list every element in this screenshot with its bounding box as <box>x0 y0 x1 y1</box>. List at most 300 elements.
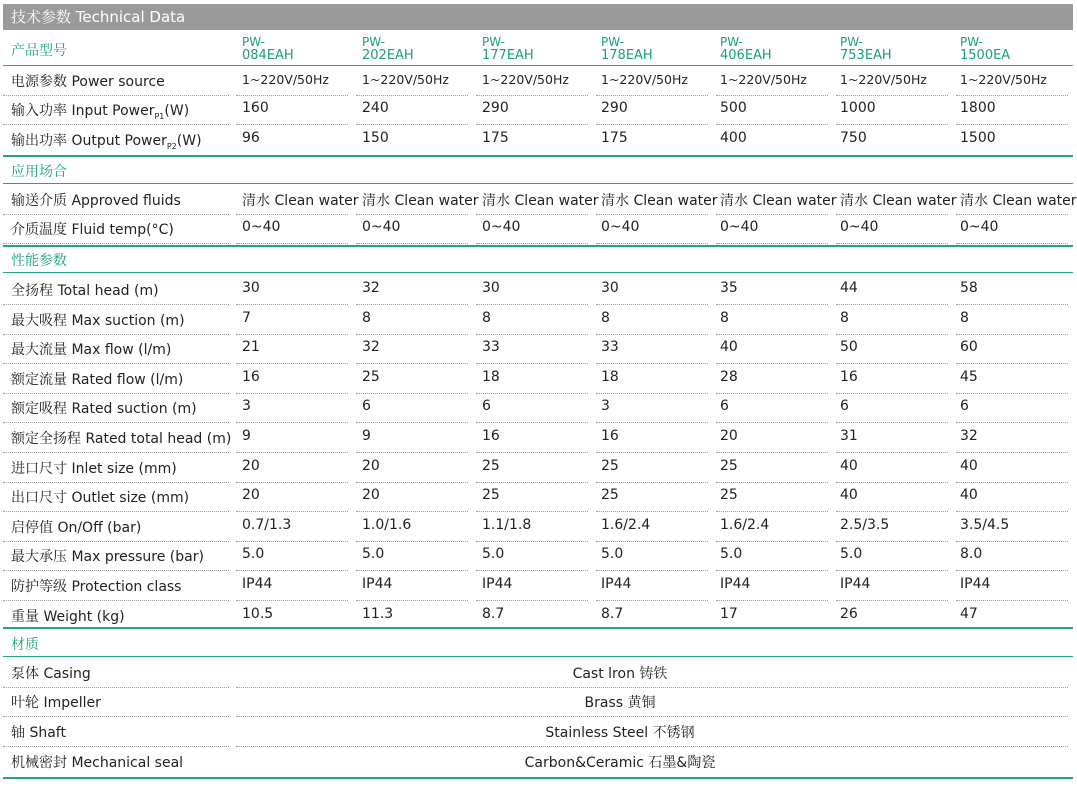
table-cell: 8 <box>482 310 491 326</box>
row-divider <box>716 422 828 423</box>
row-divider <box>716 214 828 215</box>
table-cell: 32 <box>960 428 978 444</box>
model-prefix: PW- <box>840 35 863 49</box>
section-divider <box>3 272 1073 273</box>
row-divider <box>716 304 828 305</box>
table-cell: IP44 <box>720 576 751 592</box>
row-divider <box>956 511 1068 512</box>
table-cell: 25 <box>720 458 738 474</box>
row-divider <box>596 511 708 512</box>
model-header <box>720 36 772 62</box>
row-divider <box>596 334 708 335</box>
section-divider <box>3 656 1073 657</box>
table-cell: 25 <box>601 487 619 503</box>
table-cell: 5.0 <box>362 546 385 562</box>
table-cell: 47 <box>960 606 978 622</box>
table-cell: 58 <box>960 280 978 296</box>
row-divider <box>716 334 828 335</box>
row-divider <box>236 482 348 483</box>
table-cell: 1~220V/50Hz <box>242 72 329 87</box>
row-divider <box>3 243 229 244</box>
material-value: Brass 黄铜 <box>584 695 656 711</box>
table-cell: 7 <box>242 310 251 326</box>
row-divider <box>236 422 348 423</box>
table-cell: 60 <box>960 339 978 355</box>
table-cell: 1000 <box>840 100 876 116</box>
model-header <box>840 36 892 62</box>
row-divider <box>476 570 588 571</box>
row-divider <box>596 124 708 125</box>
table-cell: 175 <box>601 130 628 146</box>
model-prefix: PW- <box>601 35 624 49</box>
row-divider <box>716 541 828 542</box>
row-divider <box>3 541 229 542</box>
row-divider <box>356 124 468 125</box>
row-divider <box>3 363 229 364</box>
row-divider <box>356 541 468 542</box>
table-cell: 750 <box>840 130 867 146</box>
row-label: 最大流量 Max flow (l/m) <box>11 342 172 358</box>
row-divider <box>3 124 229 125</box>
row-divider <box>3 746 229 747</box>
row-divider <box>596 214 708 215</box>
table-cell: 1~220V/50Hz <box>601 72 688 87</box>
row-divider <box>836 363 948 364</box>
table-cell: 33 <box>601 339 619 355</box>
row-divider <box>596 452 708 453</box>
section-divider <box>3 155 1073 157</box>
subscript: P1 <box>154 111 165 121</box>
row-label: 轴 Shaft <box>11 725 66 741</box>
table-bottom-border <box>3 777 1073 779</box>
row-divider <box>356 243 468 244</box>
row-divider <box>3 511 229 512</box>
table-cell: 150 <box>362 130 389 146</box>
row-label: 额定流量 Rated flow (l/m) <box>11 372 184 388</box>
table-cell: 8 <box>720 310 729 326</box>
table-cell: 清水 Clean water <box>242 193 359 209</box>
row-label: 重量 Weight (kg) <box>11 609 125 625</box>
table-cell: 25 <box>482 458 500 474</box>
table-cell: 500 <box>720 100 747 116</box>
table-cell: 20 <box>242 487 260 503</box>
row-divider <box>956 541 1068 542</box>
row-divider <box>716 511 828 512</box>
table-cell: 18 <box>482 369 500 385</box>
model-prefix: PW- <box>720 35 743 49</box>
row-divider <box>716 393 828 394</box>
row-divider <box>596 304 708 305</box>
table-cell: 16 <box>840 369 858 385</box>
table-cell: 25 <box>720 487 738 503</box>
row-divider <box>236 716 1068 717</box>
row-divider <box>596 363 708 364</box>
model-header <box>362 36 414 62</box>
table-cell: 18 <box>601 369 619 385</box>
table-cell: 0~40 <box>362 219 401 235</box>
row-divider <box>3 600 229 601</box>
row-divider <box>356 422 468 423</box>
row-divider <box>596 482 708 483</box>
table-cell: 32 <box>362 280 380 296</box>
row-divider <box>356 570 468 571</box>
table-cell: 40 <box>960 487 978 503</box>
row-divider <box>356 304 468 305</box>
row-divider <box>956 304 1068 305</box>
section-divider <box>3 183 1073 184</box>
table-cell: 6 <box>960 398 969 414</box>
table-cell: 1500 <box>960 130 996 146</box>
table-cell: 50 <box>840 339 858 355</box>
row-divider <box>3 570 229 571</box>
row-label <box>11 100 189 121</box>
row-divider <box>476 243 588 244</box>
row-divider <box>356 600 468 601</box>
table-cell: 6 <box>362 398 371 414</box>
row-divider <box>956 363 1068 364</box>
row-label-text: 输入功率 Input Power <box>11 103 155 119</box>
row-divider <box>356 214 468 215</box>
material-section-title: 材质 <box>11 637 39 653</box>
row-divider <box>3 716 229 717</box>
row-label: 泵体 Casing <box>11 666 91 682</box>
row-divider <box>236 124 348 125</box>
table-cell: 清水 Clean water <box>960 193 1077 209</box>
row-divider <box>716 452 828 453</box>
table-cell: 清水 Clean water <box>482 193 599 209</box>
table-cell: 3 <box>601 398 610 414</box>
table-cell: 8.0 <box>960 546 983 562</box>
table-cell: 2.5/3.5 <box>840 517 890 533</box>
row-divider <box>956 452 1068 453</box>
row-divider <box>476 363 588 364</box>
table-cell: 21 <box>242 339 260 355</box>
table-cell: 0~40 <box>960 219 999 235</box>
table-cell: 0~40 <box>482 219 521 235</box>
table-cell: 20 <box>242 458 260 474</box>
table-cell: 44 <box>840 280 858 296</box>
table-cell: 6 <box>840 398 849 414</box>
row-label: 全扬程 Total head (m) <box>11 283 159 299</box>
table-cell: 0~40 <box>601 219 640 235</box>
table-cell: IP44 <box>482 576 513 592</box>
row-divider <box>236 393 348 394</box>
table-cell: 6 <box>482 398 491 414</box>
row-label: 额定全扬程 Rated total head (m) <box>11 431 232 447</box>
row-divider <box>356 511 468 512</box>
row-divider <box>476 452 588 453</box>
row-divider <box>716 570 828 571</box>
row-divider <box>956 600 1068 601</box>
table-cell: 11.3 <box>362 606 394 622</box>
table-cell: 8.7 <box>601 606 624 622</box>
material-value: Stainless Steel 不锈钢 <box>545 725 695 741</box>
table-cell: IP44 <box>362 576 393 592</box>
row-divider <box>956 482 1068 483</box>
section-divider <box>3 245 1073 247</box>
row-divider <box>716 95 828 96</box>
row-divider <box>476 393 588 394</box>
row-divider <box>236 687 1068 688</box>
row-divider <box>836 600 948 601</box>
table-cell: 5.0 <box>601 546 624 562</box>
row-divider <box>596 570 708 571</box>
row-divider <box>836 482 948 483</box>
table-cell: 400 <box>720 130 747 146</box>
row-divider <box>3 304 229 305</box>
table-cell: 240 <box>362 100 389 116</box>
row-label: 最大吸程 Max suction (m) <box>11 313 185 329</box>
row-divider <box>476 482 588 483</box>
row-divider <box>236 334 348 335</box>
table-cell: 8 <box>601 310 610 326</box>
row-divider <box>836 422 948 423</box>
table-cell: 40 <box>840 458 858 474</box>
table-cell: IP44 <box>601 576 632 592</box>
row-divider <box>476 334 588 335</box>
row-divider <box>236 570 348 571</box>
table-cell: 6 <box>720 398 729 414</box>
model-header <box>242 36 294 62</box>
material-value: Cast lron 铸铁 <box>572 666 668 682</box>
table-cell: 17 <box>720 606 738 622</box>
table-cell: 1800 <box>960 100 996 116</box>
model-code: 406EAH <box>720 48 772 63</box>
row-divider <box>836 214 948 215</box>
table-cell: 35 <box>720 280 738 296</box>
row-divider <box>956 570 1068 571</box>
table-cell: 16 <box>242 369 260 385</box>
row-divider <box>836 511 948 512</box>
table-cell: 清水 Clean water <box>720 193 837 209</box>
header-divider <box>3 65 1073 66</box>
row-divider <box>836 124 948 125</box>
table-cell: 30 <box>482 280 500 296</box>
row-divider <box>236 541 348 542</box>
section-divider <box>3 627 1073 629</box>
table-cell: 清水 Clean water <box>840 193 957 209</box>
table-cell: 175 <box>482 130 509 146</box>
row-divider <box>3 452 229 453</box>
table-cell: 25 <box>362 369 380 385</box>
row-divider <box>596 541 708 542</box>
model-prefix: PW- <box>242 35 265 49</box>
unit: (W) <box>176 133 202 149</box>
table-cell: 20 <box>362 458 380 474</box>
row-divider <box>356 482 468 483</box>
row-divider <box>356 334 468 335</box>
table-cell: 清水 Clean water <box>362 193 479 209</box>
row-label <box>11 130 202 151</box>
row-divider <box>476 124 588 125</box>
table-cell: 1.6/2.4 <box>601 517 651 533</box>
model-label: 产品型号 <box>11 43 67 59</box>
row-divider <box>836 95 948 96</box>
row-divider <box>716 243 828 244</box>
row-divider <box>836 570 948 571</box>
row-divider <box>716 482 828 483</box>
row-divider <box>956 334 1068 335</box>
table-cell: 0~40 <box>242 219 281 235</box>
row-divider <box>476 541 588 542</box>
table-cell: 5.0 <box>720 546 743 562</box>
row-divider <box>596 393 708 394</box>
table-cell: 8.7 <box>482 606 505 622</box>
row-divider <box>236 600 348 601</box>
table-cell: 10.5 <box>242 606 274 622</box>
row-divider <box>956 393 1068 394</box>
table-cell: 40 <box>720 339 738 355</box>
model-code: 753EAH <box>840 48 892 63</box>
table-cell: 32 <box>362 339 380 355</box>
table-cell: 8 <box>362 310 371 326</box>
row-label: 介质温度 Fluid temp(°C) <box>11 222 174 238</box>
row-divider <box>836 393 948 394</box>
performance-section-title: 性能参数 <box>11 253 67 269</box>
row-divider <box>236 746 1068 747</box>
row-divider <box>236 511 348 512</box>
table-cell: 1.1/1.8 <box>482 517 532 533</box>
row-label: 进口尺寸 Inlet size (mm) <box>11 461 177 477</box>
table-cell: IP44 <box>840 576 871 592</box>
row-divider <box>3 214 229 215</box>
row-divider <box>956 95 1068 96</box>
row-divider <box>3 95 229 96</box>
row-divider <box>836 541 948 542</box>
row-divider <box>956 214 1068 215</box>
table-cell: 1.6/2.4 <box>720 517 770 533</box>
table-cell: IP44 <box>960 576 991 592</box>
table-cell: 16 <box>482 428 500 444</box>
row-divider <box>236 243 348 244</box>
row-label: 启停值 On/Off (bar) <box>11 520 142 536</box>
table-cell: 31 <box>840 428 858 444</box>
material-value: Carbon&Ceramic 石墨&陶瓷 <box>524 755 716 771</box>
table-cell: 40 <box>840 487 858 503</box>
row-label: 额定吸程 Rated suction (m) <box>11 401 197 417</box>
table-cell: 1~220V/50Hz <box>720 72 807 87</box>
row-divider <box>3 687 229 688</box>
row-divider <box>476 304 588 305</box>
row-divider <box>356 393 468 394</box>
row-divider <box>956 422 1068 423</box>
table-cell: 清水 Clean water <box>601 193 718 209</box>
row-divider <box>596 422 708 423</box>
row-divider <box>836 243 948 244</box>
row-divider <box>476 511 588 512</box>
table-cell: 96 <box>242 130 260 146</box>
row-divider <box>3 393 229 394</box>
row-divider <box>356 95 468 96</box>
row-divider <box>476 214 588 215</box>
row-divider <box>836 452 948 453</box>
row-divider <box>716 600 828 601</box>
table-cell: 1~220V/50Hz <box>482 72 569 87</box>
table-cell: 30 <box>601 280 619 296</box>
table-cell: 26 <box>840 606 858 622</box>
table-cell: 45 <box>960 369 978 385</box>
table-cell: 25 <box>482 487 500 503</box>
row-label-text: 输出功率 Output Power <box>11 133 167 149</box>
application-section-title: 应用场合 <box>11 164 67 180</box>
row-divider <box>956 124 1068 125</box>
row-divider <box>836 304 948 305</box>
row-divider <box>356 363 468 364</box>
table-cell: 5.0 <box>242 546 265 562</box>
table-cell: 1~220V/50Hz <box>960 72 1047 87</box>
table-cell: 1~220V/50Hz <box>362 72 449 87</box>
model-code: 1500EA <box>960 48 1011 63</box>
row-label: 输送介质 Approved fluids <box>11 193 181 209</box>
table-cell: 290 <box>482 100 509 116</box>
row-divider <box>3 422 229 423</box>
row-label: 最大承压 Max pressure (bar) <box>11 549 204 565</box>
model-prefix: PW- <box>362 35 385 49</box>
row-label: 电源参数 Power source <box>11 74 165 90</box>
row-divider <box>596 243 708 244</box>
row-divider <box>836 334 948 335</box>
table-cell: 5.0 <box>482 546 505 562</box>
table-cell: 30 <box>242 280 260 296</box>
model-code: 084EAH <box>242 48 294 63</box>
table-cell: 28 <box>720 369 738 385</box>
table-cell: 0~40 <box>840 219 879 235</box>
table-cell: 40 <box>960 458 978 474</box>
subscript: P2 <box>166 141 177 151</box>
table-cell: 290 <box>601 100 628 116</box>
table-cell: 1.0/1.6 <box>362 517 412 533</box>
table-cell: 9 <box>362 428 371 444</box>
row-divider <box>716 124 828 125</box>
table-title: 技术参数 Technical Data <box>3 4 1073 30</box>
table-cell: 16 <box>601 428 619 444</box>
row-divider <box>236 304 348 305</box>
table-cell: 20 <box>362 487 380 503</box>
table-cell: 3.5/4.5 <box>960 517 1010 533</box>
row-divider <box>596 95 708 96</box>
table-cell: 160 <box>242 100 269 116</box>
model-code: 202EAH <box>362 48 414 63</box>
row-label: 防护等级 Protection class <box>11 579 182 595</box>
table-cell: 8 <box>960 310 969 326</box>
table-cell: 25 <box>601 458 619 474</box>
model-prefix: PW- <box>960 35 983 49</box>
table-cell: 33 <box>482 339 500 355</box>
table-cell: 5.0 <box>840 546 863 562</box>
row-divider <box>236 452 348 453</box>
model-header <box>960 36 1010 62</box>
row-divider <box>236 363 348 364</box>
table-cell: 0~40 <box>720 219 759 235</box>
row-divider <box>476 600 588 601</box>
model-prefix: PW- <box>482 35 505 49</box>
row-divider <box>716 363 828 364</box>
model-code: 177EAH <box>482 48 534 63</box>
model-code: 178EAH <box>601 48 653 63</box>
table-cell: IP44 <box>242 576 273 592</box>
table-cell: 1~220V/50Hz <box>840 72 927 87</box>
row-label: 机械密封 Mechanical seal <box>11 755 184 771</box>
row-divider <box>236 95 348 96</box>
row-divider <box>596 600 708 601</box>
table-cell: 0.7/1.3 <box>242 517 292 533</box>
row-divider <box>476 95 588 96</box>
row-divider <box>956 243 1068 244</box>
unit: (W) <box>164 103 190 119</box>
model-header <box>601 36 653 62</box>
row-divider <box>236 214 348 215</box>
row-label: 出口尺寸 Outlet size (mm) <box>11 490 190 506</box>
